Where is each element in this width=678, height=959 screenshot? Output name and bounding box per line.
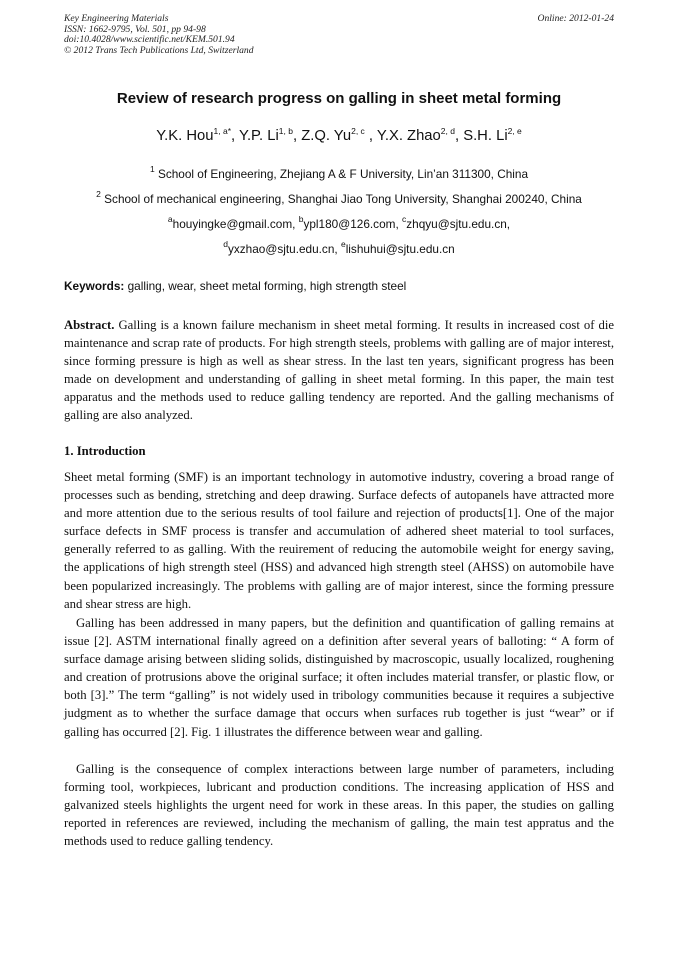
author-separator: , (231, 128, 239, 144)
keywords (64, 279, 614, 293)
author-name: Y.X. Zhao (376, 128, 441, 144)
email-sup: a (167, 214, 173, 224)
online-date: Online: 2012-01-24 (537, 13, 614, 24)
email-address: houyingke@gmail.com, (172, 217, 299, 231)
email-line-2 (20, 239, 658, 256)
author-name: Y.P. Li (238, 128, 279, 144)
abstract (64, 316, 614, 425)
author-affiliation-sup: 2, e (507, 126, 522, 136)
email-address: ypl180@126.com, (303, 217, 403, 231)
journal-name: Key Engineering Materials (64, 13, 169, 24)
intro-paragraph-3: Galling is the consequence of complex interactions between large number of parameters, including forming tool, workpieces, lubricant and production conditions. The increasing application of HSS and galvanized steels highlights the urgent need for work in these areas. In this paper, the studies on galling reported in references are reviewed, including the mechanism of galling, the main test appratus and the methods used to reduce galling tendency. (64, 762, 614, 849)
paper-title: Review of research progress on galling in sheet metal forming (116, 90, 562, 107)
affiliation-text: School of Engineering, Zhejiang A & F University, Lin’an 311300, China (157, 167, 529, 181)
affiliation-1 (20, 164, 658, 181)
email-line-1 (20, 214, 658, 231)
abstract-label: Abstract. (64, 318, 115, 332)
author-list (40, 128, 638, 144)
doi-line: doi:10.4028/www.scientific.net/KEM.501.94 (64, 34, 235, 46)
abstract-text: Galling is a known failure mechanism in sheet metal forming. It results in increased cost of die maintenance and scrap rate of products. For high strength steels, problems with galling are of major interest, since forming pressure is high as well as shear stress. In the last ten years, significant progress has been made on development and understanding of galling in sheet metal forming. In this paper, the main test apparatus and the methods used to reduce galling tendency are reported. And the galling mechanisms of galling are also analyzed. (64, 318, 614, 423)
intro-paragraph-1: Sheet metal forming (SMF) is an important technology in automotive industry, covering a broad range of processes such as bending, stretching and deep drawing. Surface defects of autopanels have attracted more and more attention due to the serious results of tool failure and rejection of products[1]. One of the major surface defects in SMF process is transfer and accumulation of adhered sheet material to tool surfaces, generally referred to as galling. With the reuirement of reducing the automobile weight for energy saving, the applications of high strength steel (HSS) and advanced high strength steel (AHSS) on automobile have been popularized increasingly. The problems with galling are of major interest, since the forming pressure and shear stress are high. (64, 470, 614, 611)
email-address: lishuhui@sjtu.edu.cn (345, 242, 455, 256)
keywords-label: Keywords: (64, 279, 125, 293)
email-sup: b (298, 214, 304, 224)
affiliation-2 (20, 189, 658, 206)
author-name: Z.Q. Yu (301, 128, 352, 144)
email-address: zhqyu@sjtu.edu.cn, (406, 217, 511, 231)
email-sup: e (340, 239, 346, 249)
author-name: Y.K. Hou (156, 128, 214, 144)
author-affiliation-sup: 2, d (440, 126, 455, 136)
author-separator: , (364, 128, 377, 144)
author-affiliation-sup: 2, c (351, 126, 365, 136)
author-separator: , (292, 128, 302, 144)
affiliation-text: School of mechanical engineering, Shanghai Jiao Tong University, Shanghai 200240, China (104, 192, 582, 206)
journal-header (64, 14, 614, 56)
keywords-text: galling, wear, sheet metal forming, high strength steel (127, 279, 407, 293)
author-affiliation-sup: 1, b (278, 126, 293, 136)
intro-paragraph-2: Galling has been addressed in many papers, but the definition and quantification of galling remains at issue [2]. ASTM international finally agreed on a definition after several years of balloting: “ A form of surface damage arising between sliding solids, distinguished by macroscopic, usually localized, roughening and creation of protrusions above the original surface; it often includes material transfer, or plastic flow, or both [3].” The term “galling” is not widely used in tribology communities because it requires a subjective judgment as to whether the surface damage that occurs when surfaces rub together is just “wear” or if galling has occurred [2]. Fig. 1 illustrates the difference between wear and galling. (64, 616, 614, 739)
email-sup: d (223, 239, 228, 249)
affiliation-sup: 2 (96, 189, 101, 199)
email-sup: c (402, 214, 407, 224)
issn-line: ISSN: 1662-9795, Vol. 501, pp 94-98 (64, 23, 206, 35)
affiliation-sup: 1 (149, 164, 155, 174)
section-heading: 1. Introduction (64, 444, 146, 458)
author-separator: , (454, 128, 464, 144)
author-name: S.H. Li (463, 128, 508, 144)
email-address: yxzhao@sjtu.edu.cn, (227, 242, 341, 256)
copyright-line: © 2012 Trans Tech Publications Ltd, Switzerland (64, 44, 254, 56)
author-affiliation-sup: 1, a* (213, 126, 232, 136)
